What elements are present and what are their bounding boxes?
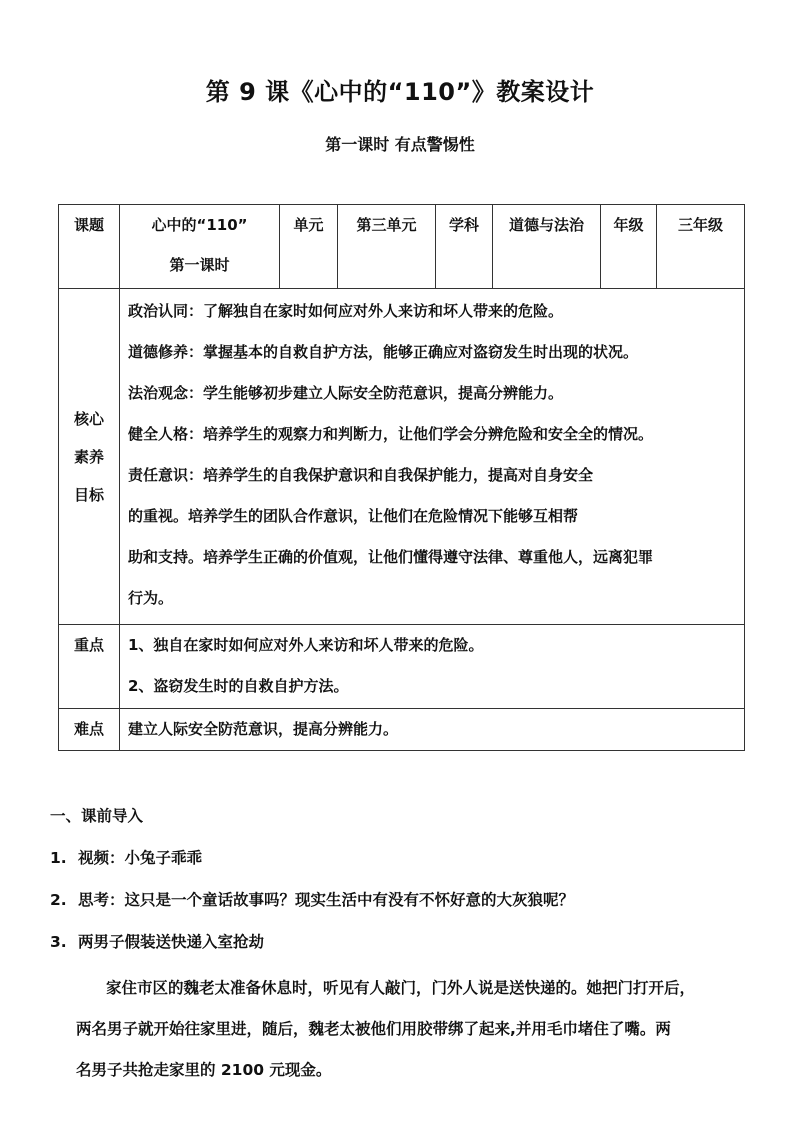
list-item-number: 3.	[50, 933, 67, 951]
subject-value-cell	[493, 205, 601, 289]
core-line: 法治观念：学生能够初步建立人际安全防范意识，提高分辨能力。	[128, 384, 564, 402]
grade-value-cell	[657, 205, 745, 289]
list-item	[50, 930, 770, 952]
core-line: 责任意识：培养学生的自我保护意识和自我保护能力，提高对自身安全	[128, 466, 594, 484]
core-line: 行为。	[128, 589, 174, 607]
core-line: 助和支持。培养学生正确的价值观，让他们懂得遵守法律、尊重他人，远离犯罪	[128, 548, 654, 566]
grade-label: 年级	[613, 216, 644, 234]
list-item-text: 两男子假装送快递入室抢劫	[78, 933, 265, 951]
unit-value: 第三单元	[356, 216, 417, 234]
key-points-label: 重点	[73, 636, 104, 654]
section-heading: 一、课前导入	[50, 807, 144, 825]
core-label-line: 素养	[73, 447, 104, 466]
document-title: 第 9 课《心中的“110”》教案设计	[205, 78, 595, 106]
grade-value: 三年级	[677, 216, 723, 234]
subject-label: 学科	[448, 216, 479, 234]
paragraph-line: 名男子共抢走家里的 2100 元现金。	[76, 1061, 332, 1079]
list-item-text: 思考：这只是一个童话故事吗？现实生活中有没有不怀好意的大灰狼呢？	[78, 891, 575, 909]
difficulties-label-cell	[59, 709, 120, 751]
key-points-label-cell	[59, 625, 120, 709]
topic-value-line1: 心中的“110”	[151, 216, 248, 234]
difficulties-label: 难点	[73, 720, 104, 738]
key-point-line: 1、独自在家时如何应对外人来访和坏人带来的危险。	[128, 636, 484, 654]
key-point-line: 2、盗窃发生时的自救自护方法。	[128, 677, 349, 695]
unit-label-cell	[280, 205, 338, 289]
topic-value-cell	[120, 205, 280, 289]
paragraph-line: 家住市区的魏老太准备休息时，听见有人敲门，门外人说是送快递的。她把门打开后，	[106, 979, 696, 997]
list-item	[50, 846, 770, 868]
document-subtitle: 第一课时 有点警惕性	[325, 135, 475, 154]
topic-label-cell	[59, 205, 120, 289]
list-item-text: 视频：小兔子乖乖	[78, 849, 203, 867]
difficulties-content-cell	[120, 709, 745, 751]
core-label-line: 核心	[73, 409, 104, 428]
unit-value-cell	[338, 205, 436, 289]
core-literacy-row	[59, 289, 745, 625]
story-paragraph	[76, 968, 770, 1091]
grade-label-cell	[601, 205, 657, 289]
list-item-number: 1.	[50, 849, 67, 867]
core-label-cell	[59, 289, 120, 625]
topic-value-line2: 第一课时	[169, 256, 230, 274]
core-line: 健全人格：培养学生的观察力和判断力，让他们学会分辨危险和安全全的情况。	[128, 425, 654, 443]
lesson-info-table	[58, 204, 745, 751]
core-line: 道德修养：掌握基本的自救自护方法，能够正确应对盗窃发生时出现的状况。	[128, 343, 639, 361]
core-content-cell	[120, 289, 745, 625]
subject-value: 道德与法治	[508, 216, 584, 234]
core-line: 的重视。培养学生的团队合作意识，让他们在危险情况下能够互相帮	[128, 507, 579, 525]
unit-label: 单元	[293, 216, 324, 234]
key-points-content-cell	[120, 625, 745, 709]
key-points-row	[59, 625, 745, 709]
difficulties-text: 建立人际安全防范意识，提高分辨能力。	[128, 720, 399, 738]
paragraph-line: 两名男子就开始往家里进，随后，魏老太被他们用胶带绑了起来,并用毛巾堵住了嘴。两	[76, 1020, 671, 1038]
list-item	[50, 888, 770, 910]
table-header-row	[59, 205, 745, 289]
core-line: 政治认同：了解独自在家时如何应对外人来访和坏人带来的危险。	[128, 302, 564, 320]
core-label-line: 目标	[73, 485, 104, 504]
topic-label: 课题	[73, 216, 104, 234]
subject-label-cell	[436, 205, 493, 289]
difficulties-row	[59, 709, 745, 751]
list-item-number: 2.	[50, 891, 67, 909]
